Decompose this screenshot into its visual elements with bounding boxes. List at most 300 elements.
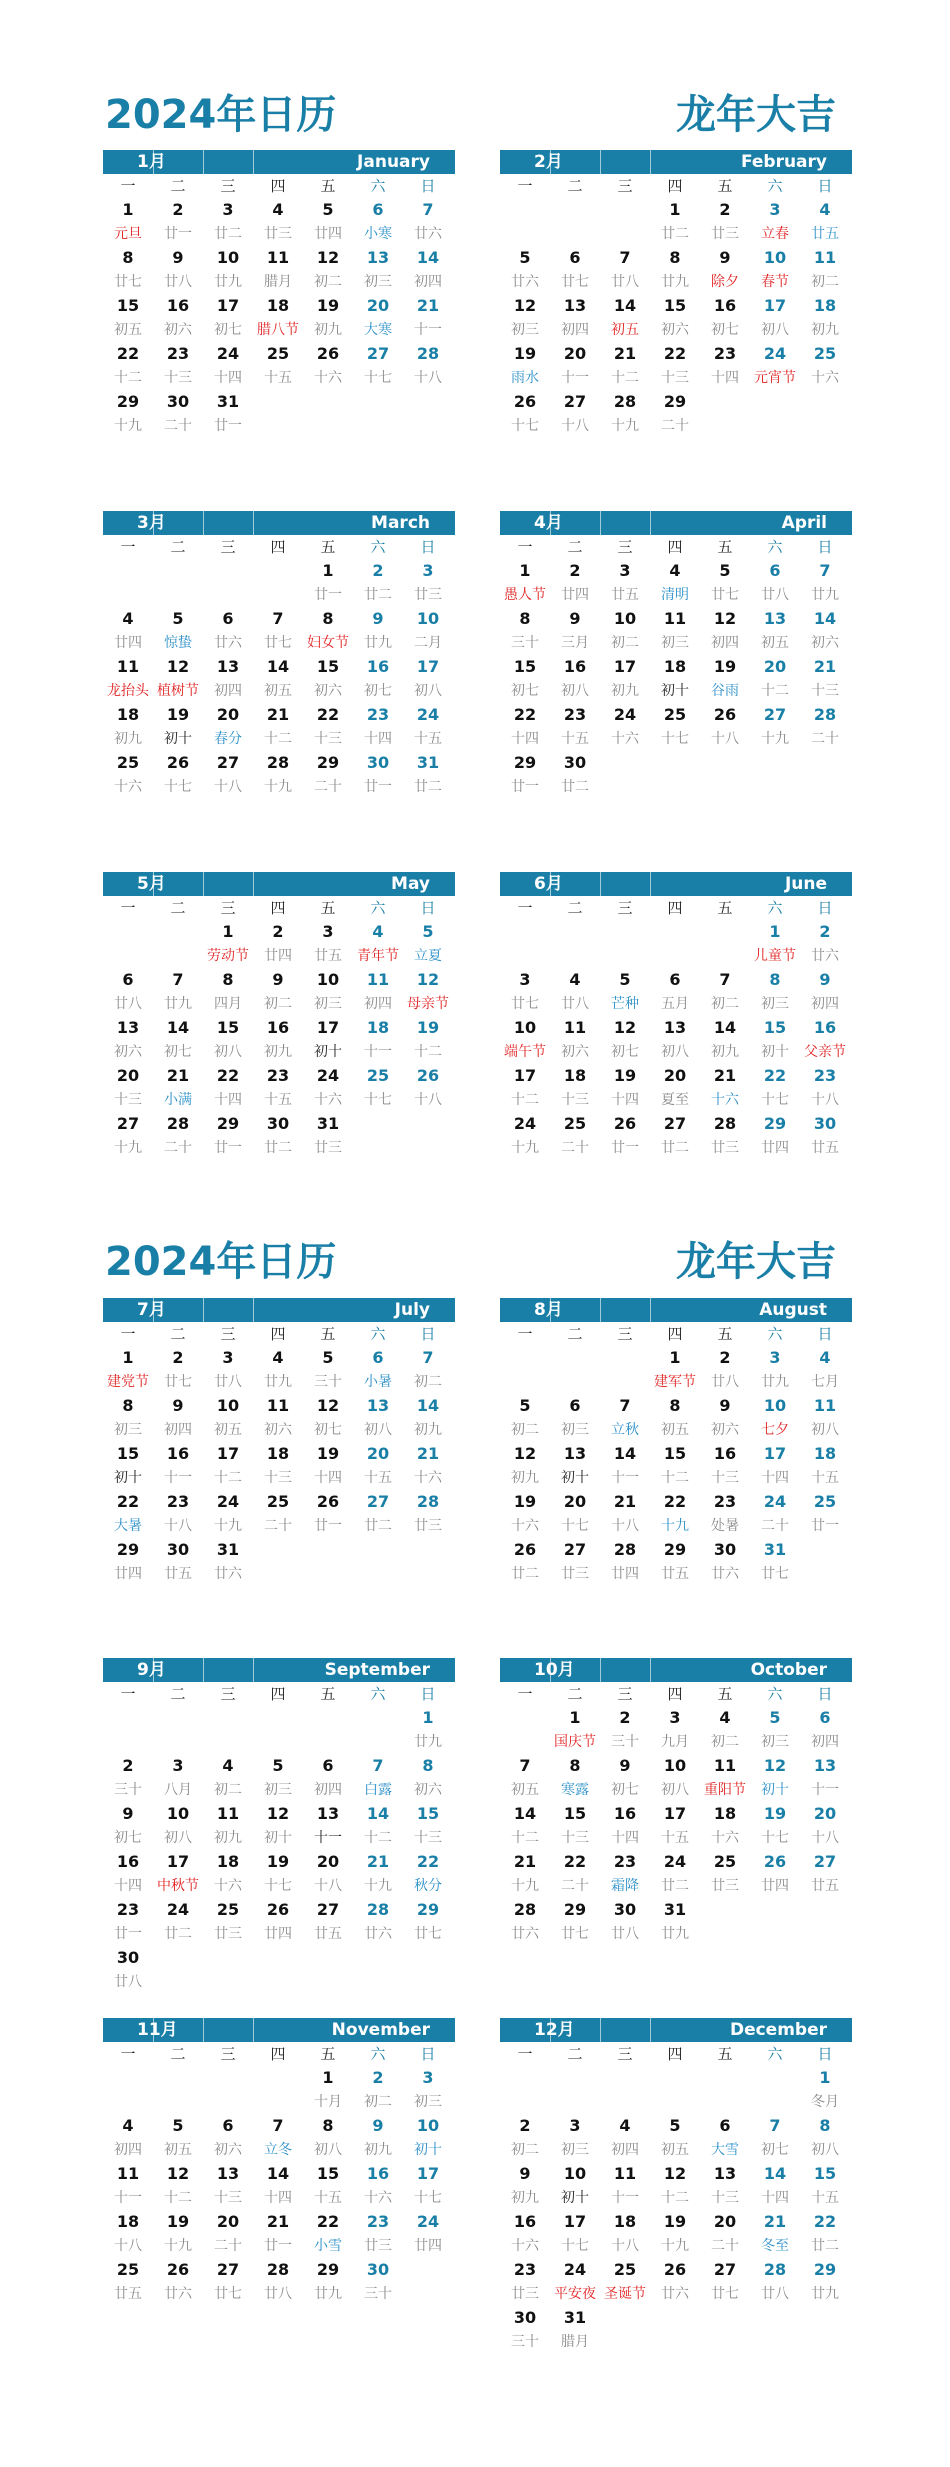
day-number: 14 [613, 1444, 637, 1463]
lunar-label: 二十 [561, 1140, 589, 1156]
day-number: 23 [366, 705, 390, 724]
lunar-label: 十九 [611, 418, 639, 434]
month-3 [103, 511, 455, 799]
day-number: 1 [322, 2068, 334, 2087]
day-number: 7 [619, 248, 631, 267]
month-name-cn: 3月 [137, 513, 166, 533]
day-cell [103, 1064, 153, 1112]
day-number: 28 [166, 1114, 190, 1133]
day-cell [253, 2258, 303, 2306]
day-number: 5 [172, 2116, 184, 2135]
day-cell [600, 1064, 650, 1112]
weekday-label: 三 [617, 538, 633, 556]
day-number: 20 [563, 344, 587, 363]
day-cell [353, 1754, 403, 1802]
day-cell [203, 1754, 253, 1802]
day-cell [650, 1706, 700, 1754]
empty-cell [550, 920, 600, 968]
lunar-label: 十六 [711, 1830, 739, 1846]
weekday-label: 三 [220, 538, 236, 556]
lunar-label: 廿七 [264, 635, 292, 651]
weekday-label: 六 [370, 1685, 386, 1703]
week-row [103, 2114, 455, 2162]
lunar-label: 廿七 [164, 1374, 192, 1390]
day-cell [403, 246, 453, 294]
day-number: 28 [763, 2260, 787, 2279]
day-cell [700, 1850, 750, 1898]
day-cell [750, 968, 800, 1016]
day-number: 8 [669, 1396, 681, 1415]
lunar-label: 十六 [214, 1878, 242, 1894]
month-header [103, 1298, 455, 1322]
day-number: 19 [316, 1444, 340, 1463]
lunar-label: 廿一 [364, 779, 392, 795]
day-number: 12 [513, 296, 537, 315]
lunar-label: 廿九 [661, 1926, 689, 1942]
day-number: 31 [316, 1114, 340, 1133]
weekday-label: 一 [120, 177, 136, 195]
lunar-label: 十四 [611, 1092, 639, 1108]
lunar-label: 廿九 [811, 2286, 839, 2302]
header-divider [650, 872, 651, 896]
day-number: 22 [813, 2212, 837, 2231]
lunar-label: 十三 [314, 731, 342, 747]
lunar-label: 白露 [364, 1782, 392, 1798]
empty-cell [403, 1946, 453, 1994]
day-number: 14 [366, 1804, 390, 1823]
day-cell [153, 2210, 203, 2258]
day-number: 26 [713, 705, 737, 724]
day-cell [750, 655, 800, 703]
day-cell [750, 1112, 800, 1160]
day-cell [403, 1850, 453, 1898]
day-number: 24 [166, 1900, 190, 1919]
day-cell [203, 2114, 253, 2162]
day-number: 25 [266, 344, 290, 363]
lunar-label: 三十 [364, 2286, 392, 2302]
month-name-cn: 1月 [137, 152, 166, 172]
header-divider [253, 511, 254, 535]
day-cell [353, 294, 403, 342]
day-cell [153, 1898, 203, 1946]
month-name-cn: 4月 [534, 513, 563, 533]
lunar-label: 十八 [164, 1518, 192, 1534]
day-cell [403, 1706, 453, 1754]
day-number: 17 [763, 296, 787, 315]
lunar-label: 初二 [264, 996, 292, 1012]
day-number: 26 [513, 1540, 537, 1559]
day-cell [750, 1442, 800, 1490]
lunar-label: 十六 [711, 1092, 739, 1108]
day-number: 9 [719, 248, 731, 267]
day-number: 21 [416, 1444, 440, 1463]
lunar-label: 初五 [661, 1422, 689, 1438]
day-cell [103, 1802, 153, 1850]
weekday-label: 一 [120, 899, 136, 917]
month-4 [500, 511, 852, 799]
weekday-label: 二 [170, 2045, 186, 2063]
month-name-en: May [391, 874, 430, 894]
day-number: 6 [322, 1756, 334, 1775]
empty-cell [203, 559, 253, 607]
empty-cell [700, 1898, 750, 1946]
day-number: 15 [116, 296, 140, 315]
day-cell [750, 1346, 800, 1394]
day-number: 4 [719, 1708, 731, 1727]
day-cell [203, 968, 253, 1016]
header-divider [600, 1298, 601, 1322]
day-cell [500, 655, 550, 703]
day-cell [403, 703, 453, 751]
day-cell [800, 1850, 850, 1898]
lunar-label: 廿一 [214, 418, 242, 434]
day-cell [303, 2066, 353, 2114]
day-number: 7 [422, 200, 434, 219]
lunar-label: 三十 [611, 1734, 639, 1750]
day-number: 15 [663, 296, 687, 315]
lunar-label: 十八 [811, 1830, 839, 1846]
day-number: 23 [166, 344, 190, 363]
day-number: 24 [613, 705, 637, 724]
day-cell [103, 1538, 153, 1586]
day-cell [800, 1112, 850, 1160]
day-cell [403, 2210, 453, 2258]
day-number: 26 [416, 1066, 440, 1085]
day-cell [800, 703, 850, 751]
empty-cell [750, 390, 800, 438]
lunar-label: 十五 [264, 370, 292, 386]
day-cell [600, 390, 650, 438]
lunar-label: 廿九 [364, 635, 392, 651]
day-number: 7 [519, 1756, 531, 1775]
day-number: 22 [663, 1492, 687, 1511]
lunar-label: 十三 [414, 1830, 442, 1846]
empty-cell [353, 390, 403, 438]
day-number: 3 [172, 1756, 184, 1775]
header-divider [650, 150, 651, 174]
day-number: 9 [619, 1756, 631, 1775]
day-number: 3 [222, 200, 234, 219]
day-cell [203, 342, 253, 390]
day-cell [500, 1754, 550, 1802]
day-cell [600, 294, 650, 342]
day-number: 20 [366, 296, 390, 315]
month-name-en: September [324, 1660, 430, 1680]
week-row [500, 1802, 852, 1850]
lunar-label: 初四 [811, 996, 839, 1012]
empty-cell [700, 751, 750, 799]
day-number: 29 [663, 1540, 687, 1559]
day-cell [403, 1394, 453, 1442]
day-cell [403, 920, 453, 968]
day-number: 11 [366, 970, 390, 989]
lunar-label: 妇女节 [307, 635, 349, 651]
lunar-label: 初七 [364, 683, 392, 699]
month-name-en: July [394, 1300, 430, 1320]
empty-cell [800, 2306, 850, 2354]
lunar-label: 大暑 [114, 1518, 142, 1534]
day-number: 26 [613, 1114, 637, 1133]
empty-cell [550, 2066, 600, 2114]
lunar-label: 廿四 [264, 1926, 292, 1942]
day-cell [800, 342, 850, 390]
day-number: 5 [422, 922, 434, 941]
day-number: 17 [166, 1852, 190, 1871]
day-cell [303, 2258, 353, 2306]
weekday-label: 三 [220, 1325, 236, 1343]
day-number: 1 [769, 922, 781, 941]
lunar-label: 廿九 [164, 996, 192, 1012]
day-number: 4 [222, 1756, 234, 1775]
day-cell [203, 1802, 253, 1850]
day-cell [500, 751, 550, 799]
lunar-label: 初十 [561, 2190, 589, 2206]
day-number: 8 [519, 609, 531, 628]
lunar-label: 龙抬头 [107, 683, 149, 699]
weekday-label: 三 [617, 177, 633, 195]
lunar-label: 廿一 [314, 1518, 342, 1534]
day-number: 10 [216, 1396, 240, 1415]
weekday-row [103, 2042, 455, 2066]
weekday-label: 四 [667, 899, 683, 917]
weekday-label: 日 [817, 538, 833, 556]
day-number: 13 [763, 609, 787, 628]
empty-cell [403, 2258, 453, 2306]
day-number: 18 [663, 657, 687, 676]
lunar-label: 十九 [661, 1518, 689, 1534]
lunar-label: 廿四 [761, 1878, 789, 1894]
day-cell [550, 1706, 600, 1754]
day-cell [153, 342, 203, 390]
day-cell [253, 1112, 303, 1160]
lunar-label: 谷雨 [711, 683, 739, 699]
day-number: 10 [166, 1804, 190, 1823]
day-number: 6 [222, 2116, 234, 2135]
day-number: 6 [769, 561, 781, 580]
lunar-label: 立秋 [611, 1422, 639, 1438]
day-number: 2 [719, 1348, 731, 1367]
lunar-label: 立冬 [264, 2142, 292, 2158]
day-number: 23 [116, 1900, 140, 1919]
lunar-label: 十一 [811, 1782, 839, 1798]
day-number: 27 [366, 344, 390, 363]
day-number: 13 [366, 1396, 390, 1415]
day-number: 16 [366, 2164, 390, 2183]
empty-cell [303, 1706, 353, 1754]
day-number: 7 [422, 1348, 434, 1367]
week-row [103, 968, 455, 1016]
day-number: 25 [663, 705, 687, 724]
empty-cell [600, 2066, 650, 2114]
week-row [500, 1754, 852, 1802]
weekday-label: 四 [667, 538, 683, 556]
day-cell [303, 1754, 353, 1802]
lunar-label: 十五 [414, 731, 442, 747]
day-cell [253, 920, 303, 968]
lunar-label: 十七 [164, 779, 192, 795]
day-number: 29 [813, 2260, 837, 2279]
lunar-label: 廿三 [414, 1518, 442, 1534]
day-cell [303, 655, 353, 703]
lunar-label: 二十 [164, 1140, 192, 1156]
lunar-label: 廿二 [811, 2238, 839, 2254]
weekday-label: 五 [320, 2045, 336, 2063]
lunar-label: 初四 [114, 2142, 142, 2158]
empty-cell [253, 1946, 303, 1994]
weekday-label: 三 [617, 899, 633, 917]
day-cell [750, 1850, 800, 1898]
day-cell [303, 1346, 353, 1394]
week-row [500, 703, 852, 751]
lunar-label: 廿一 [611, 1140, 639, 1156]
lunar-label: 初十 [661, 683, 689, 699]
lunar-label: 二十 [811, 731, 839, 747]
day-cell [700, 968, 750, 1016]
lunar-label: 初六 [264, 1422, 292, 1438]
day-number: 13 [813, 1756, 837, 1775]
lunar-label: 廿八 [164, 274, 192, 290]
week-row [500, 2162, 852, 2210]
day-number: 19 [663, 2212, 687, 2231]
day-cell [550, 1850, 600, 1898]
empty-cell [303, 390, 353, 438]
weekday-row [500, 2042, 852, 2066]
day-cell [153, 198, 203, 246]
day-cell [550, 390, 600, 438]
day-cell [203, 607, 253, 655]
week-row [500, 2066, 852, 2114]
lunar-label: 十三 [214, 2190, 242, 2206]
lunar-label: 初六 [114, 1044, 142, 1060]
month-header [500, 150, 852, 174]
day-number: 24 [563, 2260, 587, 2279]
week-row [103, 1016, 455, 1064]
week-row [103, 2258, 455, 2306]
lunar-label: 廿二 [511, 1566, 539, 1582]
day-number: 20 [316, 1852, 340, 1871]
day-cell [700, 703, 750, 751]
day-cell [103, 1016, 153, 1064]
day-cell [500, 246, 550, 294]
day-cell [303, 246, 353, 294]
day-number: 22 [563, 1852, 587, 1871]
day-cell [253, 703, 303, 751]
lunar-label: 十一 [364, 1044, 392, 1060]
day-cell [550, 1016, 600, 1064]
lunar-label: 廿八 [611, 1926, 639, 1942]
day-cell [550, 751, 600, 799]
day-number: 16 [713, 296, 737, 315]
empty-cell [650, 920, 700, 968]
weekday-label: 三 [220, 177, 236, 195]
day-number: 8 [322, 609, 334, 628]
day-number: 20 [563, 1492, 587, 1511]
weekday-label: 五 [320, 1325, 336, 1343]
day-number: 9 [122, 1804, 134, 1823]
lunar-label: 廿九 [661, 274, 689, 290]
day-cell [303, 1016, 353, 1064]
weekday-label: 六 [767, 899, 783, 917]
day-number: 13 [216, 657, 240, 676]
empty-cell [700, 2066, 750, 2114]
weekday-label: 六 [370, 899, 386, 917]
day-cell [353, 1346, 403, 1394]
week-row [103, 1442, 455, 1490]
weekday-row [500, 896, 852, 920]
day-number: 31 [216, 392, 240, 411]
day-cell [403, 655, 453, 703]
lunar-label: 初二 [314, 274, 342, 290]
month-name-en: August [759, 1300, 827, 1320]
lunar-label: 初六 [811, 635, 839, 651]
lunar-label: 惊蛰 [164, 635, 192, 651]
lunar-label: 端午节 [504, 1044, 546, 1060]
day-number: 31 [663, 1900, 687, 1919]
day-number: 11 [613, 2164, 637, 2183]
day-number: 31 [216, 1540, 240, 1559]
lunar-label: 廿三 [561, 1566, 589, 1582]
lunar-label: 廿四 [114, 1566, 142, 1582]
day-cell [650, 559, 700, 607]
day-number: 8 [222, 970, 234, 989]
month-11 [103, 2018, 455, 2306]
empty-cell [253, 559, 303, 607]
day-number: 27 [663, 1114, 687, 1133]
month-header [103, 150, 455, 174]
day-cell [650, 1112, 700, 1160]
day-cell [153, 751, 203, 799]
day-cell [600, 655, 650, 703]
empty-cell [253, 1706, 303, 1754]
day-number: 3 [422, 561, 434, 580]
day-number: 3 [619, 561, 631, 580]
weekday-label: 六 [767, 2045, 783, 2063]
week-row [103, 2210, 455, 2258]
day-cell [550, 968, 600, 1016]
day-number: 11 [713, 1756, 737, 1775]
day-cell [103, 1346, 153, 1394]
day-cell [253, 1490, 303, 1538]
weekday-label: 一 [517, 538, 533, 556]
day-cell [253, 2210, 303, 2258]
lunar-label: 十六 [414, 1470, 442, 1486]
day-number: 6 [569, 1396, 581, 1415]
lunar-label: 初十 [314, 1044, 342, 1060]
day-cell [700, 1112, 750, 1160]
lunar-label: 初三 [511, 322, 539, 338]
lunar-label: 初二 [511, 2142, 539, 2158]
week-row [103, 1706, 455, 1754]
lunar-label: 十一 [314, 1830, 342, 1846]
lunar-label: 廿六 [661, 2286, 689, 2302]
lunar-label: 十四 [214, 1092, 242, 1108]
day-number: 18 [613, 2212, 637, 2231]
lunar-label: 青年节 [357, 948, 399, 964]
lunar-label: 廿五 [114, 2286, 142, 2302]
day-number: 12 [663, 2164, 687, 2183]
week-row [103, 1946, 455, 1994]
header-divider [600, 2018, 601, 2042]
day-cell [403, 607, 453, 655]
day-number: 19 [266, 1852, 290, 1871]
day-cell [650, 1442, 700, 1490]
day-cell [103, 294, 153, 342]
day-number: 23 [713, 1492, 737, 1511]
week-row [500, 1898, 852, 1946]
day-cell [253, 246, 303, 294]
lunar-label: 十二 [611, 370, 639, 386]
weekday-label: 二 [170, 1685, 186, 1703]
